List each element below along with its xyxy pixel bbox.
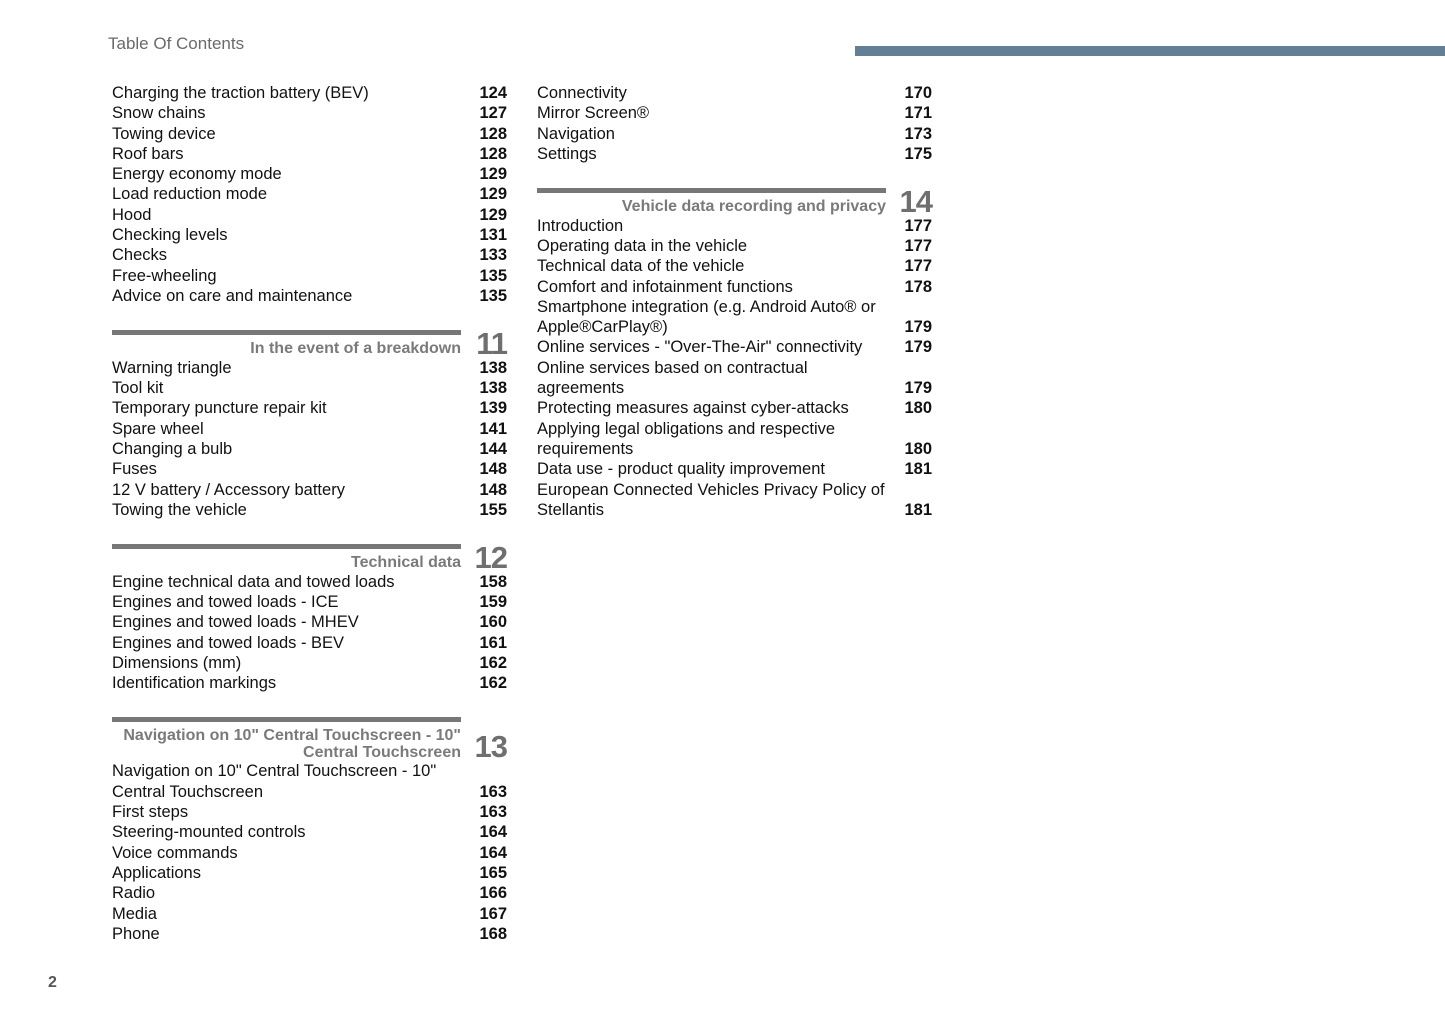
toc-section <box>112 539 507 693</box>
toc-entry-title: Roof bars <box>112 144 184 163</box>
toc-entry-page: 173 <box>904 124 932 143</box>
toc-entry[interactable] <box>537 236 932 256</box>
toc-entry-title: Smartphone integration (e.g. Android Auto® or Apple®CarPlay®) <box>537 297 876 337</box>
toc-entry-title: Advice on care and maintenance <box>112 286 353 305</box>
toc-entry[interactable] <box>112 184 507 204</box>
toc-entry[interactable] <box>112 205 507 225</box>
toc-entry-title: Hood <box>112 205 152 224</box>
toc-entry-page: 129 <box>479 205 507 224</box>
toc-entry-page: 177 <box>904 236 932 255</box>
toc-entry-page: 170 <box>904 84 932 102</box>
toc-entry-page: 181 <box>904 460 932 479</box>
toc-section <box>112 717 507 944</box>
toc-entry-title: Towing device <box>112 124 216 143</box>
toc-entry-title: Radio <box>112 884 156 903</box>
toc-entry[interactable] <box>537 459 932 479</box>
toc-entry-title: Introduction <box>537 216 624 235</box>
toc-entry-page: 155 <box>479 500 507 519</box>
toc-entry-page: 178 <box>904 277 932 296</box>
toc-entry-page: 179 <box>904 318 932 337</box>
toc-entry-page: 138 <box>479 358 507 377</box>
toc-entry-page: 131 <box>479 226 507 245</box>
toc-entry-page: 127 <box>479 104 507 123</box>
section-heading[interactable] <box>537 183 932 219</box>
toc-entry-title: Applying legal obligations and respective requirements <box>537 419 836 458</box>
toc-entry-page: 158 <box>479 572 507 591</box>
section-number: 12 <box>474 539 507 575</box>
toc-entry[interactable] <box>112 653 507 673</box>
toc-entry-page: 181 <box>904 500 932 519</box>
toc-entry-title: Spare wheel <box>112 419 204 438</box>
toc-entry-title: Energy economy mode <box>112 165 282 184</box>
toc-entry-page: 129 <box>479 185 507 204</box>
section-heading[interactable] <box>112 325 507 361</box>
section-title: Technical data <box>351 554 461 572</box>
toc-entry[interactable] <box>112 572 507 592</box>
toc-entry-page: 168 <box>479 924 507 943</box>
toc-entry[interactable] <box>112 633 507 653</box>
toc-entry-page: 138 <box>479 379 507 398</box>
toc-entry[interactable] <box>112 863 507 883</box>
toc-entry-title: Steering-mounted controls <box>112 823 306 842</box>
toc-entry[interactable] <box>112 439 507 459</box>
toc-entry[interactable] <box>112 398 507 418</box>
toc-entry-title: Engines and towed loads - MHEV <box>112 613 359 632</box>
toc-entry[interactable] <box>537 277 932 297</box>
toc-entry-title: Changing a bulb <box>112 439 233 458</box>
toc-entry-title: Comfort and infotainment functions <box>537 277 793 296</box>
toc-entry-title: Connectivity <box>537 84 627 102</box>
toc-entry-title: Checking levels <box>112 226 228 245</box>
toc-entry[interactable] <box>112 358 507 378</box>
toc-entry[interactable] <box>112 480 507 500</box>
toc-entry[interactable] <box>537 124 932 144</box>
toc-entry-page: 167 <box>479 904 507 923</box>
toc-entry-title: Engine technical data and towed loads <box>112 572 395 591</box>
toc-entry-page: 161 <box>479 633 507 652</box>
toc-entry-page: 128 <box>479 144 507 163</box>
toc-entry[interactable] <box>537 103 932 123</box>
section-title: Navigation on 10" Central Touchscreen - 10" Central Touchscreen <box>123 727 461 761</box>
toc-entry-page: 175 <box>904 144 932 163</box>
section-heading[interactable] <box>112 539 507 575</box>
toc-entry-page: 135 <box>479 286 507 305</box>
toc-entry[interactable] <box>537 297 932 338</box>
toc-entry[interactable] <box>112 286 507 306</box>
toc-entry-title: Free-wheeling <box>112 266 217 285</box>
toc-entry[interactable] <box>112 904 507 924</box>
section-number: 11 <box>476 325 507 361</box>
toc-entry[interactable] <box>112 822 507 842</box>
toc-entry-title: European Connected Vehicles Privacy Policy of Stellantis <box>537 480 885 519</box>
toc-entry-page: 162 <box>479 653 507 672</box>
toc-entry-page: 179 <box>904 338 932 357</box>
toc-entry-page: 124 <box>479 84 507 102</box>
toc-entry[interactable] <box>537 419 932 460</box>
toc-entry-title: Charging the traction battery (BEV) <box>112 84 369 102</box>
toc-entry[interactable] <box>112 103 507 123</box>
toc-entry-page: 177 <box>904 216 932 235</box>
section-number: 14 <box>899 183 932 219</box>
toc-section <box>537 183 932 520</box>
toc-entry-title: Identification markings <box>112 674 277 693</box>
toc-entry-page: 166 <box>479 884 507 903</box>
toc-entry[interactable] <box>112 419 507 439</box>
toc-entry[interactable] <box>112 592 507 612</box>
toc-entry[interactable] <box>112 843 507 863</box>
toc-entry-page: 163 <box>479 803 507 822</box>
toc-entry[interactable] <box>112 225 507 245</box>
toc-entry[interactable] <box>537 144 932 164</box>
page-number: 2 <box>48 974 57 991</box>
toc-entry-title: Technical data of the vehicle <box>537 257 745 276</box>
toc-entry-title: Warning triangle <box>112 358 232 377</box>
toc-entry-page: 148 <box>479 480 507 499</box>
toc-entry-page: 179 <box>904 379 932 398</box>
page-header-title: Table Of Contents <box>108 34 245 53</box>
section-heading[interactable] <box>112 722 507 765</box>
toc-entry-title: Online services based on contractual agreements <box>537 358 808 398</box>
toc-entry-page: 177 <box>904 257 932 276</box>
toc-entry[interactable] <box>112 266 507 286</box>
toc-entry-title: Navigation <box>537 124 615 143</box>
toc-entry-page: 163 <box>479 782 507 801</box>
toc-entry-page: 180 <box>904 399 932 418</box>
header-accent-bar <box>855 46 1445 56</box>
toc-entry[interactable] <box>537 216 932 236</box>
toc-entry-page: 133 <box>479 246 507 265</box>
toc-entry[interactable] <box>112 500 507 520</box>
toc-entry[interactable] <box>112 378 507 398</box>
toc-entry[interactable] <box>112 124 507 144</box>
toc-entry[interactable] <box>112 924 507 944</box>
toc-entry-title: Dimensions (mm) <box>112 653 242 672</box>
toc-entry-title: Applications <box>112 863 201 882</box>
toc-entry-page: 139 <box>479 399 507 418</box>
toc-entry[interactable] <box>537 256 932 276</box>
toc-entry-title: Settings <box>537 144 597 163</box>
toc-entry-title: 12 V battery / Accessory battery <box>112 480 345 499</box>
toc-entry-title: Mirror Screen® <box>537 104 650 123</box>
toc-entry-title: Checks <box>112 246 168 265</box>
toc-entry-title: Fuses <box>112 460 157 479</box>
toc-entry-title: Media <box>112 904 157 923</box>
toc-entry-title: Voice commands <box>112 843 238 862</box>
toc-entry-title: Protecting measures against cyber-attacks <box>537 399 849 418</box>
toc-section <box>112 325 507 520</box>
toc-right-column <box>537 83 932 520</box>
toc-entry-page: 144 <box>479 439 507 458</box>
toc-entry-page: 165 <box>479 863 507 882</box>
toc-entry-page: 141 <box>479 419 507 438</box>
toc-entry-page: 180 <box>904 439 932 458</box>
toc-entry[interactable] <box>112 83 507 103</box>
toc-entry-title: Snow chains <box>112 104 206 123</box>
section-title: Vehicle data recording and privacy <box>621 198 886 216</box>
toc-entry[interactable] <box>537 480 932 521</box>
toc-entry-title: Engines and towed loads - ICE <box>112 592 339 611</box>
toc-entry[interactable] <box>537 358 932 399</box>
toc-entry-title: Load reduction mode <box>112 185 268 204</box>
toc-entry-page: 148 <box>479 460 507 479</box>
toc-entry-page: 135 <box>479 266 507 285</box>
toc-entry-page: 128 <box>479 124 507 143</box>
toc-entry[interactable] <box>112 612 507 632</box>
toc-entry-title: Navigation on 10" Central Touchscreen - 10" Central Touchscreen <box>112 762 437 801</box>
toc-entry[interactable] <box>112 164 507 184</box>
toc-entry-title: Data use - product quality improvement <box>537 460 825 479</box>
toc-entry-page: 164 <box>479 843 507 862</box>
toc-entry-title: Towing the vehicle <box>112 500 247 519</box>
toc-entry-page: 162 <box>479 674 507 693</box>
section-title: In the event of a breakdown <box>250 340 461 358</box>
toc-entry-title: Operating data in the vehicle <box>537 236 748 255</box>
toc-entry-title: Temporary puncture repair kit <box>112 399 327 418</box>
toc-entry-page: 159 <box>479 592 507 611</box>
toc-entry-title: Engines and towed loads - BEV <box>112 633 345 652</box>
toc-entry[interactable] <box>112 673 507 693</box>
toc-entry[interactable] <box>112 245 507 265</box>
toc-entry[interactable] <box>112 144 507 164</box>
toc-entry-page: 160 <box>479 613 507 632</box>
toc-entry-title: First steps <box>112 803 189 822</box>
toc-entry-page: 164 <box>479 823 507 842</box>
toc-entry-page: 171 <box>904 104 932 123</box>
toc-entry[interactable] <box>537 398 932 418</box>
toc-entry[interactable] <box>112 761 507 802</box>
toc-left-column <box>112 83 507 944</box>
toc-entry-title: Online services - "Over-The-Air" connectivity <box>537 338 863 357</box>
toc-entry-title: Tool kit <box>112 379 164 398</box>
toc-entry[interactable] <box>112 459 507 479</box>
toc-entry[interactable] <box>112 802 507 822</box>
section-number: 13 <box>474 729 507 765</box>
toc-entry[interactable] <box>537 337 932 357</box>
toc-entry-title: Phone <box>112 924 160 943</box>
toc-entry-page: 129 <box>479 165 507 184</box>
toc-entry[interactable] <box>112 883 507 903</box>
toc-entry[interactable] <box>537 83 932 103</box>
